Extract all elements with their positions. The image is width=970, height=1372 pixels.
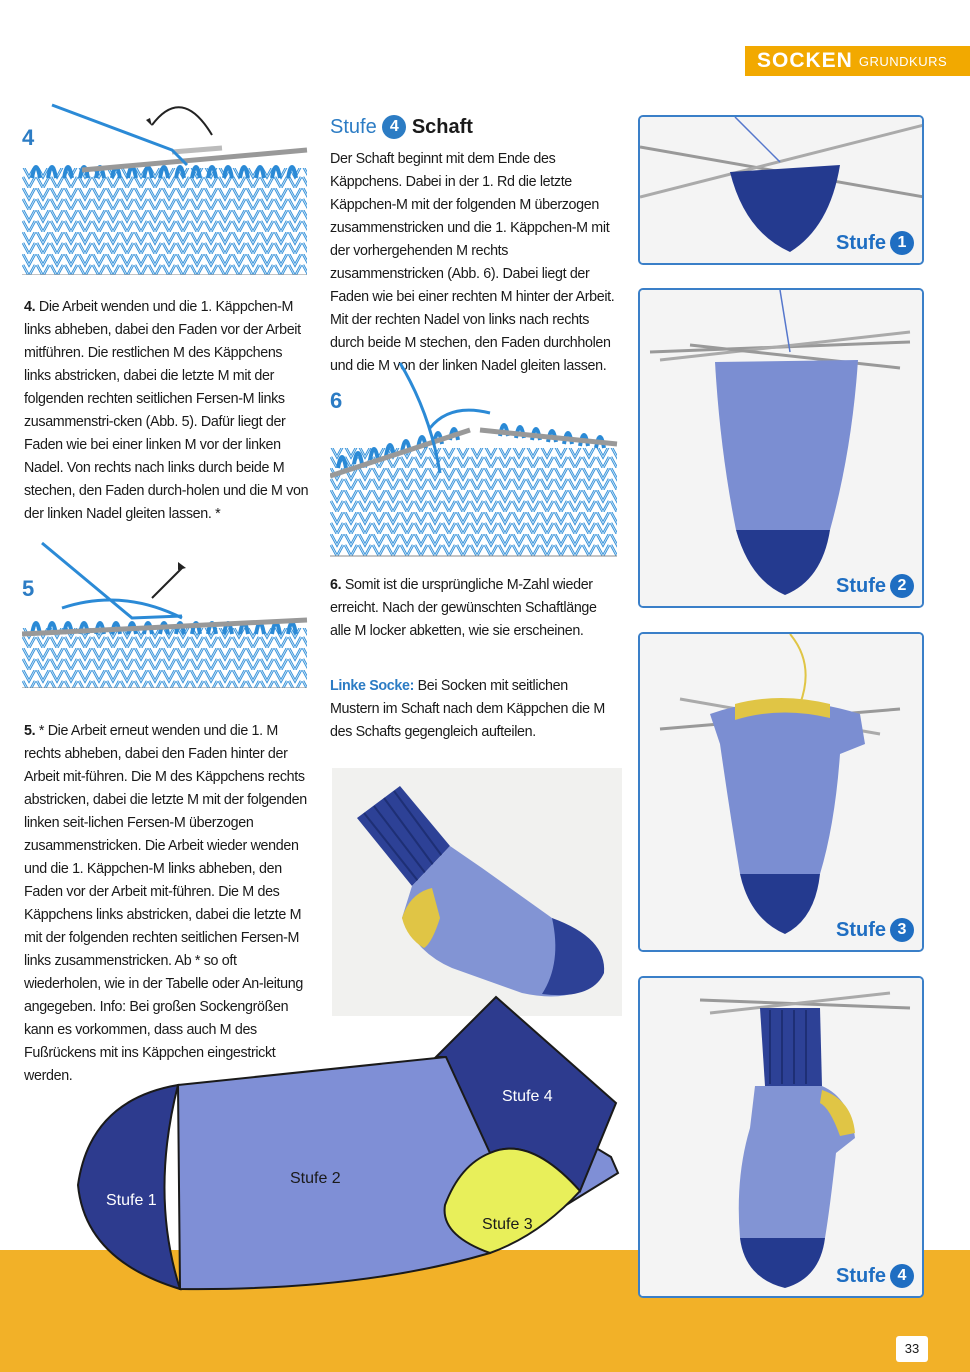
photo-stufe-3-label	[836, 918, 914, 942]
step-6-text	[330, 574, 620, 643]
photo-stufe-2-word: Stufe	[836, 574, 886, 597]
photo-stufe-2-image	[640, 290, 924, 608]
page-number: 33	[896, 1336, 928, 1362]
schaft-text: Der Schaft beginnt mit dem Ende des Käppchens. Dabei in der 1. Rd die letzte Käppchen-M mit der folgenden M überzogen zusammenstricken und die 1. Käppchen-M mit der vorhergehenden M rechts zusammenstricken (Abb. 6). Dabei liegt der Faden wie bei einer rechten M hinter der Arbeit. Mit der rechten Nadel von links nach rechts durch beide M stechen, den Faden durchholen und die M von der linken Nadel gleiten lassen.	[330, 151, 615, 374]
diagram-stufe-3-label: Stufe 3	[482, 1216, 533, 1233]
photo-stufe-1-word: Stufe	[836, 231, 886, 254]
photo-stufe-1-label	[836, 231, 914, 255]
knitting-illustration-6	[330, 358, 620, 558]
stufe-4-word: Stufe	[330, 116, 377, 138]
stufe-4-number-badge: 4	[382, 115, 406, 139]
step-number-5: 5	[22, 576, 35, 601]
photo-stufe-2-number: 2	[890, 574, 914, 598]
stufe-4-heading	[330, 115, 473, 139]
knitting-illustration-5	[22, 538, 312, 688]
step-5-lead: 5.	[24, 723, 36, 739]
section-title: SOCKEN	[757, 49, 853, 72]
photo-stufe-4-label	[836, 1264, 914, 1288]
photo-stufe-3-number: 3	[890, 918, 914, 942]
finished-sock-photo	[332, 768, 622, 1016]
photo-stufe-4-word: Stufe	[836, 1264, 886, 1287]
diagram-stufe-4-label: Stufe 4	[502, 1088, 553, 1105]
step-number-4: 4	[22, 125, 35, 150]
step-6-lead: 6.	[330, 577, 342, 593]
linke-socke-body: Bei Socken mit seitlichen Mustern im Schaft nach dem Käppchen die M des Schafts gegengleich aufteilen.	[330, 678, 605, 740]
photo-stufe-4-image	[640, 978, 924, 1298]
diagram-stufe-2-label: Stufe 2	[290, 1170, 341, 1187]
section-subtitle: GRUNDKURS	[858, 53, 948, 69]
photo-stufe-4-number: 4	[890, 1264, 914, 1288]
step-4-text	[24, 296, 312, 526]
photo-stufe-3-word: Stufe	[836, 918, 886, 941]
stufe-4-title: Schaft	[411, 116, 473, 138]
step-5-body: * Die Arbeit erneut wenden und die 1. M rechts abheben, dabei den Faden hinter der Arbeit mit-führen. Die M des Käppchens rechts abstricken, dabei die letzte M mit der folgenden linken seit-lichen Fersen-M überzogen zusammenstricken. Die Arbeit wieder wenden und die 1. Käppchen-M links abheben, den Faden vor der Arbeit mit-führen. Die M des Käppchens links abstricken, dabei die letzte M mit der folgenden rechten seitlichen Fersen-M links zusammenstricken. Ab * so oft wiederholen, wie in der Tabelle oder An-leitung angegeben. Info: Bei großen Sockengrößen kann es vorkommen, dass auch M des Fußrückens mit ins Käppchen eingestrickt werden.	[24, 723, 307, 1084]
photo-stufe-1	[638, 115, 924, 265]
photo-stufe-1-number: 1	[890, 231, 914, 255]
linke-socke-text	[330, 675, 620, 744]
knitting-illustration-4	[22, 100, 312, 275]
linke-socke-label: Linke Socke:	[330, 678, 414, 694]
sock-stage-diagram	[60, 995, 630, 1305]
photo-stufe-2	[638, 288, 924, 608]
step-4-lead: 4.	[24, 299, 36, 315]
step-4-body: Die Arbeit wenden und die 1. Käppchen-M links abheben, dabei den Faden vor der Arbeit mitführen. Die restlichen M des Käppchens links abstricken, dabei die letzte M mit der folgenden rechten seitlichen Fersen-M links zusammenstri-cken (Abb. 5). Dafür liegt der Faden wie bei einer linken M vor der linken Nadel. Von rechts nach links durch beide M stechen, den Faden durch-holen und die M von der linken Nadel gleiten lassen. *	[24, 299, 309, 522]
step-6-body: Somit ist die ursprüngliche M-Zahl wieder erreicht. Nach der gewünschten Schaftlänge alle M locker abketten, wie sie erscheinen.	[330, 577, 597, 639]
step-number-6: 6	[330, 388, 343, 413]
photo-stufe-3	[638, 632, 924, 952]
photo-stufe-3-image	[640, 634, 924, 952]
diagram-stufe-1-region	[78, 1085, 180, 1289]
photo-stufe-4	[638, 976, 924, 1298]
photo-stufe-2-label	[836, 574, 914, 598]
diagram-stufe-1-label: Stufe 1	[106, 1192, 157, 1209]
section-badge	[745, 46, 970, 76]
